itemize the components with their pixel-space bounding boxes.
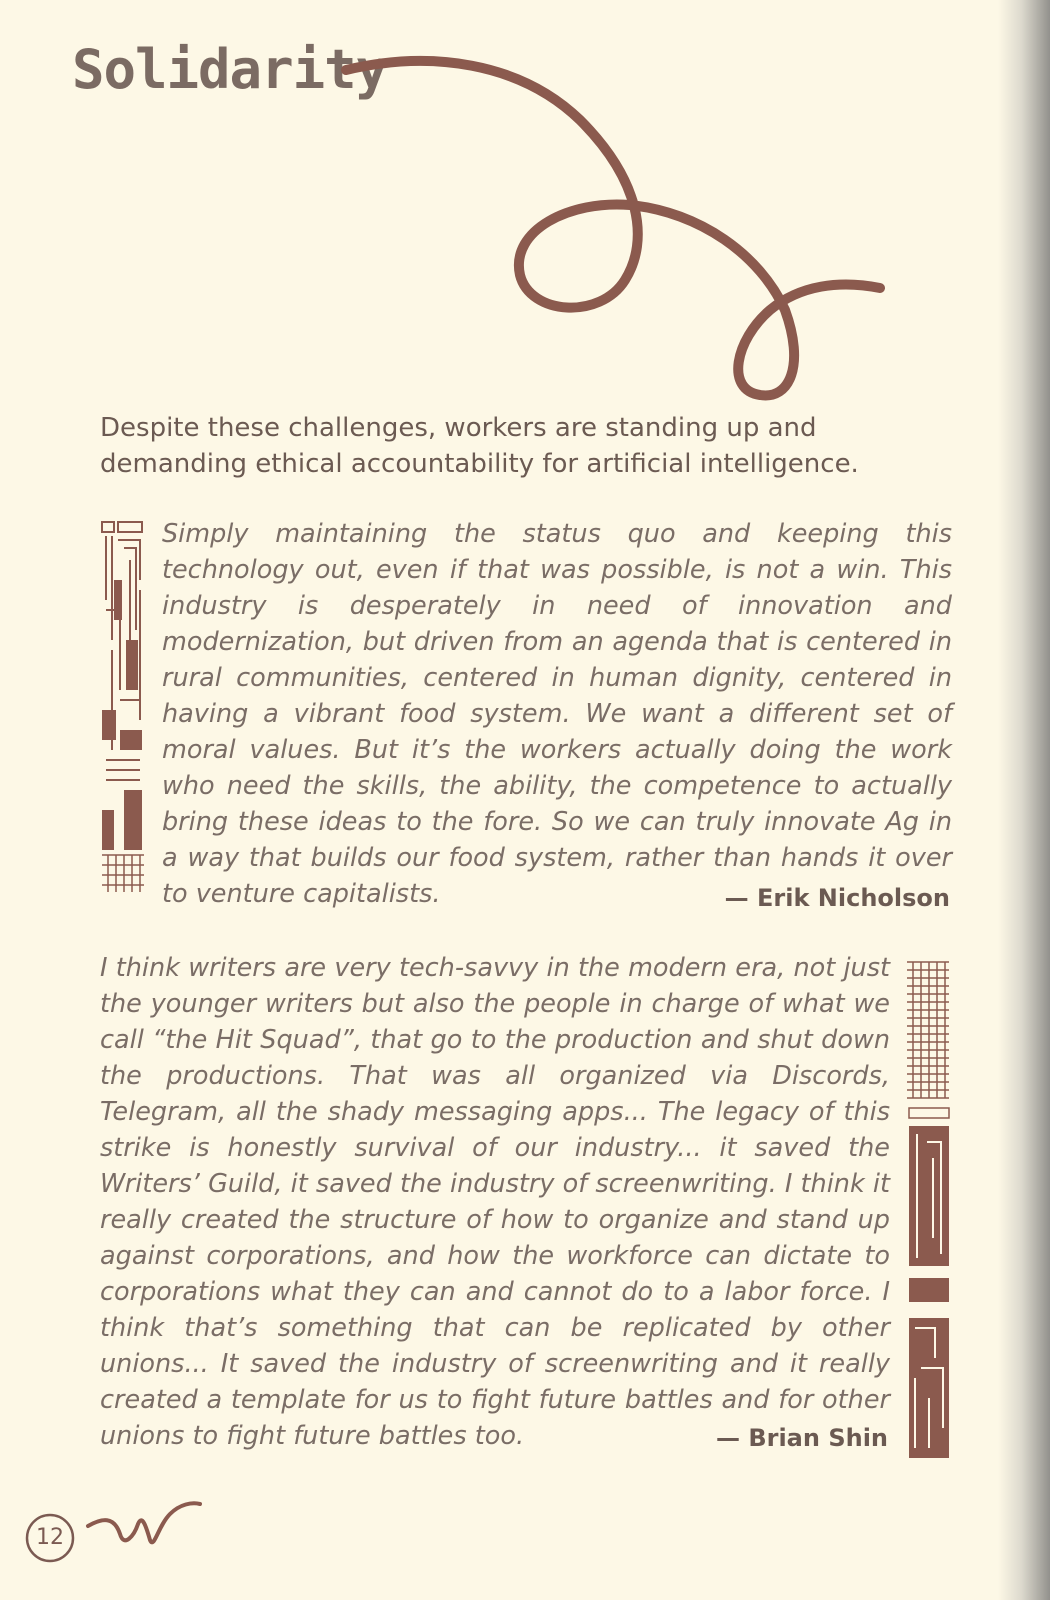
quote-erik-nicholson: Simply maintaining the status quo and keeping this technology out, even if that was possible, is not a win. This industry is desperately in need of innovation and modernization, but driven from an agenda that is centered in rural communities, centered in human dignity, centered in having a vibrant food system. We want a different set of moral values. But it’s the workers actually doing the work who need the skills, the ability, the competence to actually bring these ideas to the fore. So we can truly innovate Ag in a way that builds our food system, rather than hands it over to venture capitalists.: [162, 519, 952, 909]
quote-author-erik-nicholson: — Erik Nicholson: [724, 884, 950, 912]
circuit-pattern-icon: [905, 958, 951, 1458]
page-number: 12: [36, 1525, 64, 1550]
swirl-decoration-icon: [0, 0, 1050, 420]
intro-paragraph: Despite these challenges, workers are standing up and demanding ethical accountability for artificial intelligence.: [100, 413, 859, 479]
circuit-pattern-icon: [100, 520, 146, 896]
quote-author-brian-shin: — Brian Shin: [715, 1424, 888, 1452]
quote-brian-shin: I think writers are very tech-savvy in the modern era, not just the younger writers but also the people in charge of what we call “the Hit Squad”, that go to the production and shut down the productions. That was all organized via Discords, Telegram, all the shady messaging apps... The legacy of this strike is honestly survival of our industry... it saved the Writers’ Guild, it saved the industry of screenwriting. I think it really created the structure of how to organize and stand up against corporations, and how the workforce can dictate to corporations what they can and cannot do to a labor force. I think that’s something that can be replicated by other unions... It saved the industry of screenwriting and it really created a template for us to fight future battles and for other unions to fight future battles too.: [100, 953, 890, 1451]
flourish-icon: [84, 1496, 214, 1556]
page-title: Solidarity: [72, 38, 388, 101]
